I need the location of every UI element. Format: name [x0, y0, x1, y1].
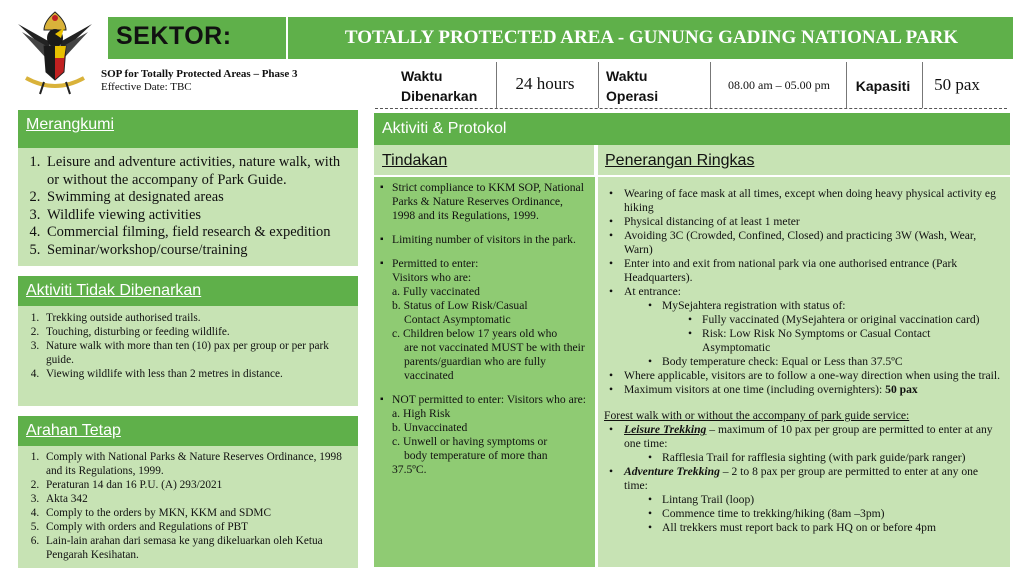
arahan-tetap-heading: Arahan Tetap: [18, 416, 358, 446]
page-title: TOTALLY PROTECTED AREA - GUNUNG GADING NATIONAL PARK: [344, 27, 959, 48]
list-item: 5. Comply with orders and Regulations of PBT: [42, 520, 352, 534]
adventure-trekking-label: Adventure Trekking: [624, 465, 720, 478]
penerangan-subitem: • Lintang Trail (loop): [604, 493, 1004, 507]
penerangan-subitem: • MySejahtera registration with status of:: [604, 299, 1004, 313]
divider: [496, 62, 497, 108]
list-item: 4. Viewing wildlife with less than 2 metres in distance.: [42, 367, 352, 381]
list-item: 1. Leisure and adventure activities, nature walk, with or without the accompany of Park Guide.: [44, 154, 352, 189]
penerangan-item: • Avoiding 3C (Crowded, Confined, Closed) and practicing 3W (Wash, Wear, Warn): [604, 229, 1004, 257]
waktu-dibenarkan-label: [401, 66, 493, 106]
tindakan-item: ▪ Limiting number of visitors in the park.: [380, 233, 589, 247]
divider: [922, 62, 923, 108]
divider: [710, 62, 711, 108]
tindakan-subitem: a. Fully vaccinated: [392, 285, 480, 298]
leisure-trekking-text: – maximum of 10 pax per group are permitted to enter at any one time:: [624, 423, 993, 450]
list-item: 2. Touching, disturbing or feeding wildlife.: [42, 325, 352, 339]
sektor-label: SEKTOR:: [116, 22, 232, 50]
tindakan-heading: Tindakan: [374, 145, 594, 176]
aktiviti-tidak-heading: Aktiviti Tidak Dibenarkan: [18, 276, 358, 306]
leisure-trekking-label: Leisure Trekking: [624, 423, 707, 436]
tindakan-subitem: c. Children below 17 years old who: [392, 327, 558, 340]
tindakan-item: ▪ Permitted to enter:: [380, 257, 589, 271]
list-item: 1. Comply with National Parks & Nature Reserves Ordinance, 1998 and its Regulations, 1999.: [42, 450, 352, 478]
penerangan-item: [604, 383, 1004, 397]
aktiviti-tidak-panel: [18, 306, 358, 406]
penerangan-item: • Enter into and exit from national park via one authorised entrance (Park Headquarters).: [604, 257, 1004, 285]
penerangan-subitem: • Fully vaccinated (MySejahtera or original vaccination card): [604, 313, 1004, 327]
penerangan-subitem: • Commence time to trekking/hiking (8am –3pm): [604, 507, 1004, 521]
merangkumi-heading: Merangkumi: [18, 110, 358, 148]
penerangan-heading: Penerangan Ringkas: [596, 145, 1010, 176]
divider: [598, 62, 599, 108]
list-item: 2. Peraturan 14 dan 16 P.U. (A) 293/2021: [42, 478, 352, 492]
tindakan-subitem: Contact Asymptomatic: [404, 313, 511, 326]
penerangan-column: [596, 177, 1010, 567]
penerangan-item: [604, 465, 1004, 493]
penerangan-item: [604, 423, 1004, 451]
tindakan-subitem: b. Status of Low Risk/Casual: [392, 299, 528, 312]
penerangan-item: • Where applicable, visitors are to follow a one-way direction when using the trail.: [604, 369, 1004, 383]
tindakan-item: ▪ Strict compliance to KKM SOP, National Parks & Nature Reserves Ordinance, 1998 and its Regulations, 1999.: [380, 181, 589, 223]
penerangan-subitem: • Risk: Low Risk No Symptoms or Casual Contact: [604, 327, 1004, 341]
list-item: 3. Wildlife viewing activities: [44, 207, 352, 225]
divider: [846, 62, 847, 108]
list-item: 4. Commercial filming, field research & expedition: [44, 224, 352, 242]
sop-label: SOP for Totally Protected Areas – Phase 3: [101, 68, 298, 80]
kapasiti-label: Kapasiti: [855, 78, 911, 94]
tindakan-subitem: 37.5ºC.: [392, 463, 427, 476]
waktu-dibenarkan-line1: Waktu: [401, 68, 443, 84]
tindakan-subitem: body temperature of more than: [404, 449, 548, 462]
tindakan-subitem: c. Unwell or having symptoms or: [392, 435, 548, 448]
list-item: 2. Swimming at designated areas: [44, 189, 352, 207]
penerangan-subitem: • Rafflesia Trail for rafflesia sighting (with park guide/park ranger): [604, 451, 1004, 465]
list-item: 1. Trekking outside authorised trails.: [42, 311, 352, 325]
list-item: 6. Lain-lain arahan dari semasa ke yang dikeluarkan oleh Ketua Pengarah Kesihatan.: [42, 534, 352, 562]
capacity-value: 50 pax: [934, 75, 980, 94]
penerangan-item: • At entrance:: [604, 285, 1004, 299]
list-item: 4. Comply to the orders by MKN, KKM and SDMC: [42, 506, 352, 520]
penerangan-item: • Wearing of face mask at all times, except when doing heavy physical activity eg hiking: [604, 187, 1004, 215]
max-visitors-text: Maximum visitors at one time (including overnighters):: [624, 383, 886, 396]
aktiviti-protokol-heading: Aktiviti & Protokol: [374, 113, 1010, 145]
list-item: 3. Nature walk with more than ten (10) pax per group or per park guide.: [42, 339, 352, 367]
dashed-divider: [375, 108, 1007, 109]
adventure-trekking-text: – 2 to 8 pax per group are permitted to enter at any one time:: [624, 465, 979, 492]
list-item: 5. Seminar/workshop/course/training: [44, 242, 352, 260]
tindakan-subitem: Visitors who are:: [392, 271, 472, 284]
merangkumi-panel: [18, 148, 358, 266]
penerangan-item: • Physical distancing of at least 1 meter: [604, 215, 1004, 229]
operating-hours-value: 08.00 am – 05.00 pm: [728, 78, 830, 92]
tindakan-subitem: are not vaccinated MUST be with their parents/guardian who are fully vaccinated: [404, 341, 585, 382]
tindakan-column: [374, 177, 595, 567]
penerangan-subitem: Asymptomatic: [702, 341, 771, 354]
list-item: 3. Akta 342: [42, 492, 352, 506]
tindakan-subitem: a. High Risk: [392, 407, 451, 420]
waktu-dibenarkan-line2: Dibenarkan: [401, 88, 478, 104]
tindakan-subitem: b. Unvaccinated: [392, 421, 468, 434]
waktu-operasi-line1: Waktu: [606, 68, 648, 84]
max-visitors-value: 50 pax: [885, 383, 918, 396]
arahan-tetap-panel: [18, 446, 358, 568]
waktu-operasi-line2: Operasi: [606, 88, 659, 104]
penerangan-subitem: • All trekkers must report back to park HQ on or before 4pm: [604, 521, 1004, 535]
hours-allowed-value: 24 hours: [515, 74, 575, 93]
forest-walk-heading: Forest walk with or without the accompany of park guide service:: [604, 409, 910, 422]
waktu-operasi-label: [606, 66, 696, 106]
effective-date: Effective Date: TBC: [101, 81, 192, 93]
tindakan-item: ▪ NOT permitted to enter: Visitors who are:: [380, 393, 589, 407]
sarawak-crest-logo: [14, 8, 96, 100]
penerangan-subitem: • Body temperature check: Equal or Less than 37.5ºC: [604, 355, 1004, 369]
